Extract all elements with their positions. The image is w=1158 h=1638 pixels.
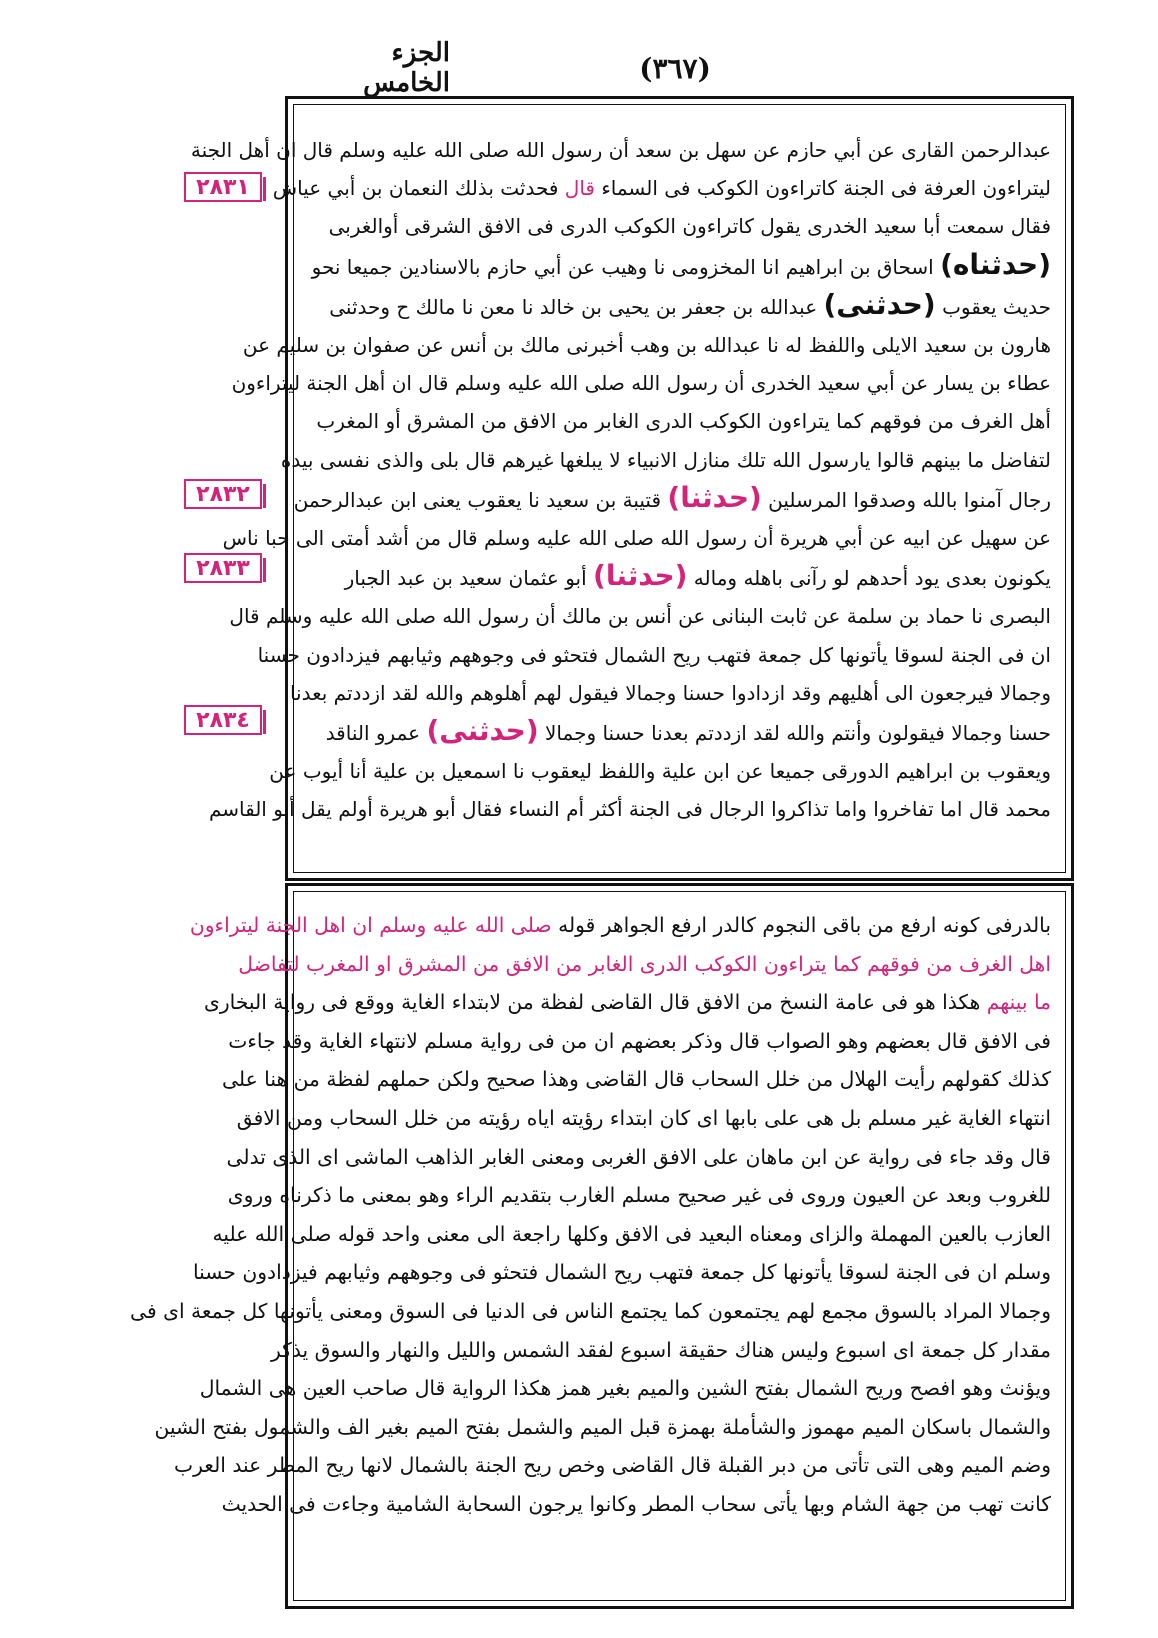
main-text-line — [314, 286, 1051, 326]
main-text-line — [272, 169, 1051, 207]
text-segment: عبدالله بن جعفر بن يحيى بن خالد نا معن نا مالك ح وحدثنى — [329, 294, 824, 319]
main-text-line — [293, 479, 1051, 519]
hadith-number-badge: ٢٨٣٢ — [184, 479, 262, 509]
commentary-line — [221, 1485, 1051, 1524]
text-segment: كذلك كقولهم رأيت الهلال من خلل السحاب قال القاضى وهذا صحيح ولكن حملهم لفظة من هنا على — [222, 1067, 1051, 1092]
text-segment: العازب بالعين المهملة والزاى ومعناه البعيد فى الافق وكلها راجعة الى معنى واحد قوله صلى الله عليه — [212, 1221, 1051, 1246]
text-segment: وضم الميم وهى التى تأتى من دبر القبلة قال القاضى وخص ريح الجنة بالشمال لانها ريح المطر عند العرب — [174, 1453, 1051, 1478]
highlighted-text: قال — [564, 176, 595, 201]
text-segment: محمد قال اما تفاخروا واما تذاكروا الرجال فى الجنة أكثر أم النساء فقال أبو هريرة أولم يقل أبو القاسم — [208, 797, 1051, 822]
main-text-line — [280, 441, 1051, 479]
narration-marker: (حدثنا) — [593, 559, 688, 593]
commentary-line — [222, 1060, 1051, 1099]
text-segment: قال وقد جاء فى رواية عن ابن ماهان على الافق الغربى ومعنى الغابر الذاهب الماشى اى الذى تدلى — [226, 1144, 1051, 1169]
text-segment: انتهاء الغاية غير مسلم بل هى على بابها اى كان ابتداء رؤيته اياه رؤيته من خلل السحاب ومن الافق — [236, 1105, 1051, 1130]
main-text-line — [229, 597, 1051, 635]
text-segment: مقدار كل جمعة اى اسبوع وليس هناك حقيقة اسبوع لفقد الشمس والليل والنهار والسوق يذكر — [271, 1337, 1051, 1362]
main-text-line — [222, 519, 1051, 557]
commentary-line — [271, 1331, 1051, 1370]
main-text-line — [231, 364, 1051, 402]
narration-marker: (حدثنى) — [426, 714, 539, 748]
text-segment: هكذا هو فى عامة النسخ من الافق قال القاضى لفظة من لابتداء الغاية ووقع فى رواية البخارى — [203, 990, 987, 1015]
highlighted-text: صلى الله عليه وسلم ان اهل الجنة ليتراءون — [189, 913, 552, 937]
text-segment: ليتراءون العرفة فى الجنة كاتراءون الكوكب فى السماء — [594, 176, 1051, 201]
text-segment: أهل الغرف من فوقهم كما يتراءون الكوكب الدرى الغابر من الافق من المشرق أو المغرب — [316, 409, 1051, 434]
text-segment: قتيبة بن سعيد نا يعقوب يعنى ابن عبدالرحمن — [293, 487, 668, 512]
text-segment: ويعقوب بن ابراهيم الدورقى جميعا عن ابن علية واللفظ ليعقوب نا اسمعيل بن علية أنا أيوب عن — [269, 759, 1051, 784]
text-segment: وجمالا فيرجعون الى أهليهم وقد ازدادوا حسنا وجمالا فيقول لهم أهلوهم والله لقد ازددتم بعدنا — [289, 680, 1051, 705]
commentary-line — [236, 1099, 1051, 1138]
text-segment: بالدرفى كونه ارفع من باقى النجوم كالدر ارفع الجواهر قوله — [551, 913, 1051, 937]
text-segment: وجمالا المراد بالسوق مجمع لهم يجتمعون كما يجتمع الناس فى الدنيا فى السوق ومعنى يأتونها كل جمعة اى فى — [130, 1298, 1051, 1323]
text-segment: فى الافق قال بعضهم وهو الصواب قال وذكر بعضهم ان من فى رواية مسلم لانتهاء الغاية وقد جاءت — [228, 1028, 1051, 1053]
text-segment: حديث يعقوب — [935, 294, 1051, 319]
narration-marker: (حدثناه) — [940, 247, 1051, 281]
hadith-number-badge: ٢٨٣١ — [184, 172, 262, 202]
text-segment: البصرى نا حماد بن سلمة عن ثابت البنانى عن أنس بن مالك أن رسول الله صلى الله عليه وسلم قال — [229, 604, 1051, 629]
text-segment: فقال سمعت أبا سعيد الخدرى يقول كاتراءون الكوكب الدرى فى الافق الشرقى أوالغربى — [328, 214, 1051, 239]
main-text-line — [208, 790, 1051, 828]
text-segment: للغروب وبعد عن العيون وروى فى غير صحيح مسلم الغارب بتقديم الراء وهو بمعنى ما ذكرناه وروى — [227, 1183, 1051, 1208]
main-text-line — [289, 674, 1051, 712]
main-text-line — [311, 246, 1051, 286]
main-text-line — [242, 326, 1051, 364]
commentary-line — [203, 983, 1051, 1022]
main-text-line — [257, 636, 1051, 674]
text-segment: يكونون بعدى يود أحدهم لو رآنى باهله وماله — [687, 566, 1051, 591]
commentary-line — [227, 1176, 1051, 1215]
text-segment: حسنا وجمالا فيقولون وأنتم والله لقد ازددتم بعدنا حسنا وجمالا — [538, 721, 1051, 746]
page-number: (٣٦٧) — [639, 51, 711, 85]
commentary-line — [228, 1022, 1051, 1061]
commentary-line — [192, 1253, 1051, 1292]
text-segment: لتفاضل ما بينهم قالوا يارسول الله تلك منازل الانبياء لا يبلغها غيرهم قال بلى والذى نفسى بيده — [280, 447, 1051, 472]
narration-marker: (حدثنى) — [823, 287, 936, 321]
main-text-line — [314, 557, 1051, 597]
text-segment: عمرو الناقد — [325, 721, 427, 746]
text-segment: ان فى الجنة لسوقا يأتونها كل جمعة فتهب ريح الشمال فتحثو فى وجوههم وثيابهم فيزدادون حسنا — [257, 642, 1051, 667]
commentary-line — [130, 1292, 1051, 1331]
main-text-line — [269, 752, 1051, 790]
commentary-line — [238, 945, 1051, 984]
highlighted-text: ما بينهم — [986, 990, 1051, 1015]
narration-marker: (حدثنا) — [667, 480, 762, 514]
hadith-number-badge: ٢٨٣٤ — [184, 705, 262, 735]
commentary-line — [212, 1215, 1051, 1254]
text-segment: عبدالرحمن القارى عن أبي حازم عن سهل بن سعد أن رسول الله صلى الله عليه وسلم قال ان أهل الجنة — [190, 138, 1051, 162]
commentary-frame — [130, 883, 1074, 1609]
text-segment: هارون بن سعيد الايلى واللفظ له نا عبدالله بن وهب أخبرنى مالك بن أنس عن صفوان بن سليم عن — [242, 333, 1051, 358]
text-segment: عطاء بن يسار عن أبي سعيد الخدرى أن رسول الله صلى الله عليه وسلم قال ان أهل الجنة ليتراءون — [231, 371, 1051, 396]
text-segment: كانت تهب من جهة الشام وبها يأتى سحاب المطر وكانوا يرجون السحابة الشامية وجاءت فى الحديث — [221, 1491, 1051, 1516]
running-header-volume-title: الجزء الخامس — [363, 38, 450, 98]
commentary-line — [189, 906, 1051, 945]
text-segment: وسلم ان فى الجنة لسوقا يأتونها كل جمعة فتهب ريح الشمال فتحثو فى وجوههم وثيابهم فيزدادون حسنا — [192, 1260, 1051, 1285]
commentary-line — [174, 1446, 1051, 1485]
highlighted-text: اهل الغرف من فوقهم كما يتراءون الكوكب الدرى الغابر من الافق من المشرق او المغرب لتفاضل — [238, 951, 1051, 976]
commentary-line — [154, 1408, 1051, 1447]
text-segment: والشمال باسكان الميم مهموز والشأملة بهمزة قبل الميم والشمل بفتح الميم بغير الف والشمول بفتح الشين — [154, 1414, 1051, 1439]
commentary-line — [199, 1369, 1051, 1408]
main-text-line — [314, 712, 1051, 752]
text-segment: ويؤنث وهو افصح وريح الشمال بفتح الشين والميم بغير همز هكذا الرواية قال صاحب العين هى الشمال — [199, 1376, 1051, 1401]
text-segment: اسحاق بن ابراهيم انا المخزومى نا وهيب عن أبي حازم بالاسنادين جميعا نحو — [311, 254, 941, 279]
text-segment: عن سهيل عن ابيه عن أبي هريرة أن رسول الله صلى الله عليه وسلم قال من أشد أمتى الى حبا ناس — [222, 526, 1051, 551]
text-segment: رجال آمنوا بالله وصدقوا المرسلين — [761, 487, 1051, 512]
main-text-line — [314, 402, 1051, 440]
text-segment: فحدثت بذلك النعمان بن أبي عياش — [272, 176, 565, 201]
main-text-line — [314, 207, 1051, 245]
commentary-line — [226, 1138, 1051, 1177]
hadith-number-badge: ٢٨٣٣ — [184, 553, 262, 583]
text-segment: أبو عثمان سعيد بن عبد الجبار — [344, 566, 594, 591]
commentary-text — [130, 906, 1051, 1524]
main-text-line — [190, 131, 1051, 169]
